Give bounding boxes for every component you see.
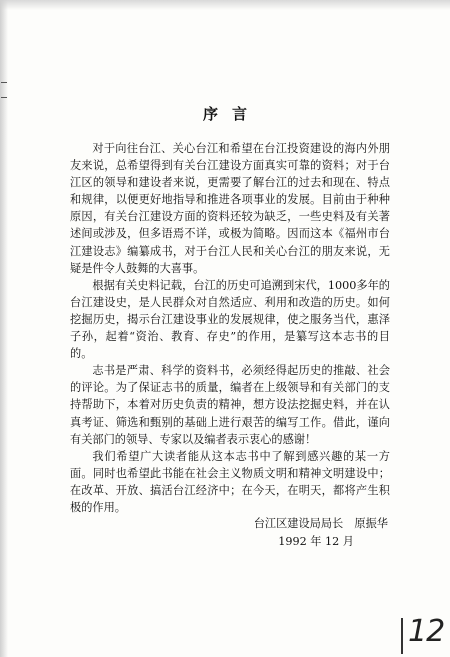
scan-shadow-left	[0, 0, 8, 657]
signature-author: 台江区建设局局长 原振华	[253, 517, 388, 530]
preface-body	[70, 140, 390, 516]
paragraph-2: 根据有关史料记载，台江的历史可追溯到宋代，1000多年的台江建设史，是人民群众对自然适应、利用和改造的历史。如何挖掘历史，揭示台江建设事业的发展规律，使之服务当代，惠泽子孙，起着“资治、教育、存史”的作用，是纂写这本志书的目的。	[70, 278, 390, 361]
scan-shadow-top	[0, 0, 450, 10]
paragraph-1: 对于向往台江、关心台江和希望在台江投资建设的海内外朋友来说，总希望得到有关台江建设方面真实可靠的资料；对于台江区的领导和建设者来说，更需要了解台江的过去和现在、特点和规律，以便更好地指导和推进各项事业的发展。目前由于种种原因，有关台江建设方面的资料还较为缺乏，一些史料及有关著述间或涉及，但多语焉不详，或极为简略。因而这本《福州市台江建设志》编纂成书，对于台江人民和关心台江的朋友来说，无疑是件令人鼓舞的大喜事。	[70, 142, 390, 275]
margin-mark	[1, 82, 7, 83]
paragraph-4: 我们希望广大读者能从这本志书中了解到感兴趣的某一方面。同时也希望此书能在社会主义物质文明和精神文明建设中；在改革、开放、搞活台江经济中；在今天，在明天，都将产生积极的作用。	[70, 449, 390, 514]
signature-date: 1992 年 12 月	[278, 535, 354, 548]
page-number-mark	[401, 618, 403, 654]
margin-mark	[1, 97, 7, 98]
page-title: 序言	[202, 105, 261, 123]
paragraph-3: 志书是严肃、科学的资料书，必须经得起历史的推敲、社会的评论。为了保证志书的质量，编者在上级领导和有关部门的支持帮助下，本着对历史负责的精神，想方设法挖掘史料，并在认真考证、筛选和甄别的基础上进行艰苦的编写工作。借此，谨向有关部门的领导、专家以及编者表示衷心的感谢！	[70, 364, 390, 446]
signature-block	[254, 515, 388, 551]
page-number: 12	[408, 614, 445, 649]
